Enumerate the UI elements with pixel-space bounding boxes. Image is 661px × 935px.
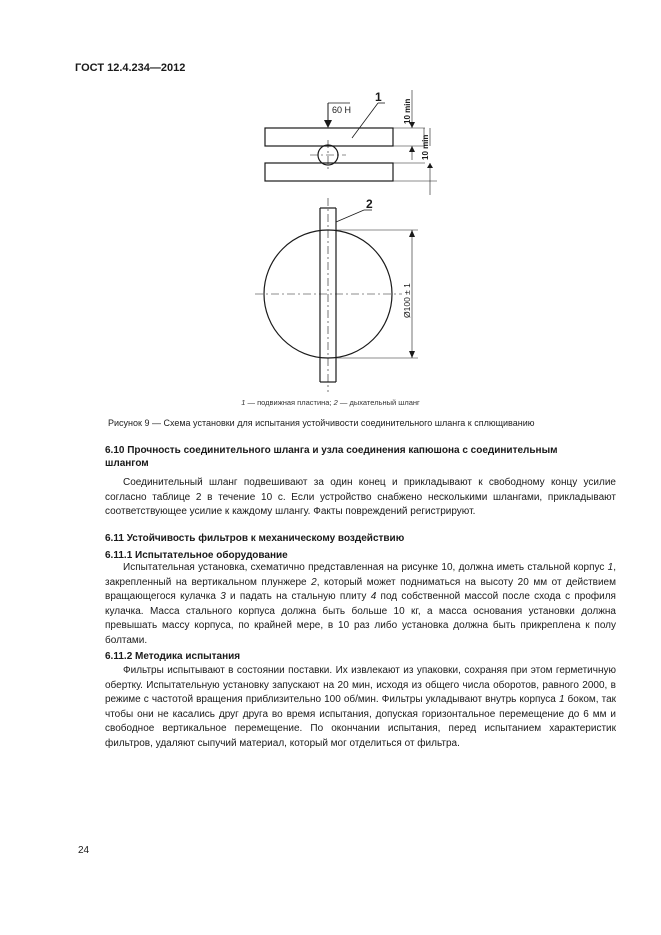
section-6-11-1-title: 6.11.1 Испытательное оборудование — [105, 550, 288, 561]
figure-caption: Рисунок 9 — Схема установки для испытания устойчивости соединительного шланга к сплющиванию — [108, 418, 535, 428]
label-2: 2 — [366, 197, 373, 211]
document-header: ГОСТ 12.4.234—2012 — [75, 62, 186, 74]
section-6-10-title: 6.10 Прочность соединительного шланга и узла соединения капюшона с соединительным шлангом — [105, 445, 558, 469]
bottom-plate — [265, 163, 393, 181]
page-number: 24 — [78, 845, 90, 856]
movable-plate — [265, 128, 393, 146]
dim-gap-1: 10 min — [403, 98, 412, 124]
label-1: 1 — [375, 90, 382, 104]
section-6-11-1-text: Испытательная установка, схематично представленная на рисунке 10, должна иметь стальной корпус 1, закрепленный на вертикальном плунжере 2, который может подниматься на высоту 20 мм от действием вращающегося кулачка 3 и падать на стальную плиту 4 под собственной массой после схода с профиля кулачка. Масса стального корпуса должна быть больше 10 кг, а масса основания установки должна превышать массу корпуса, по крайней мере, в 10 раз либо установка должна быть прикреплена к полу болтами. — [105, 562, 616, 646]
section-6-11-title: 6.11 Устойчивость фильтров к механическому воздействию — [105, 533, 405, 544]
force-label: 60 Н — [332, 105, 352, 115]
section-6-10-text: Соединительный шланг подвешивают за один конец и прикладывают к свободному концу усилие согласно таблице 2 в течение 10 с. Если устройство снабжено несколькими шлангами, прикладывают соответствующее усилие к каждому шлангу. Факты повреждений регистрируют. — [105, 477, 616, 517]
diameter-label: Ø100 ± 1 — [402, 283, 412, 318]
figure-legend: 1 — подвижная пластина; 2 — дыхательный шланг — [241, 398, 420, 407]
section-6-11-2-title: 6.11.2 Методика испытания — [105, 651, 241, 662]
dim-gap-2: 10 min — [421, 134, 430, 160]
section-6-11-2-text: Фильтры испытывают в состоянии поставки. Их извлекают из упаковки, сохраняя при этом герметичную обертку. Испытательную установку запускают на 20 мин, исходя из общего числа оборотов, равного 2000, в режиме с частотой вращения приблизительно 100 об/мин. Фильтры укладывают внутрь корпуса 1 боком, так чтобы они не касались друг друга во время испытания, допуская горизонтальное перемещение до 6 мм и свободное вертикальное перемещение. По окончании испытания, перед испытанием характеристик фильтров, удаляют сыпучий материал, который мог отделиться от фильтра. — [105, 665, 617, 749]
figure-9-drawing — [0, 0, 661, 400]
